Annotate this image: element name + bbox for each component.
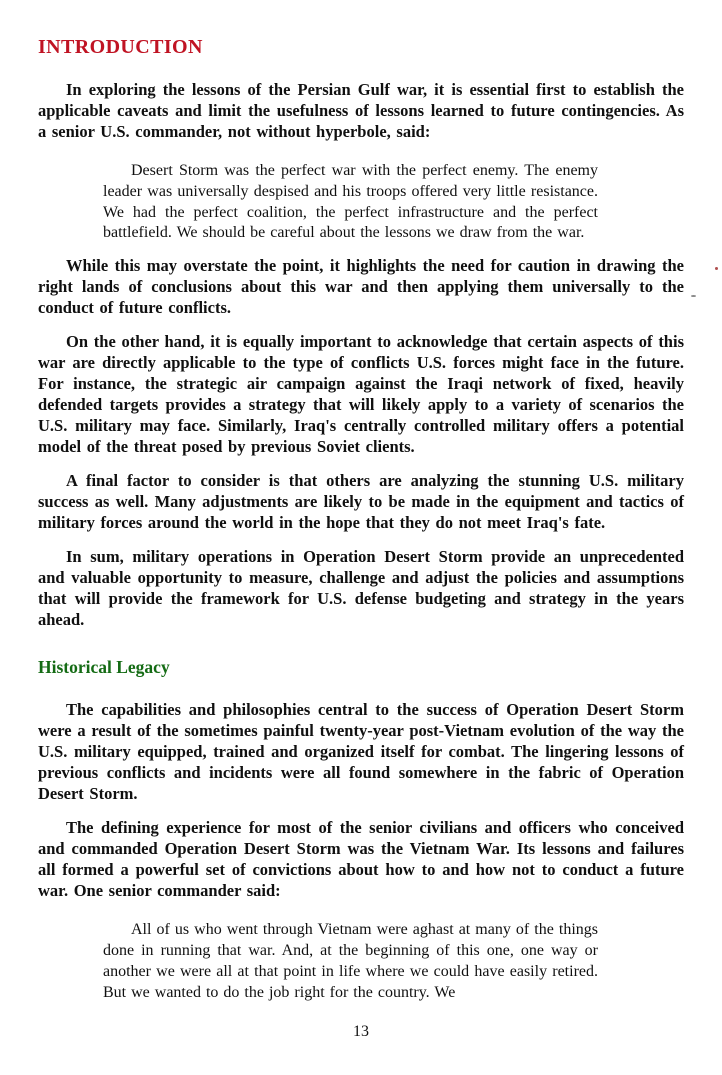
historical-legacy-paragraph-2: The defining experience for most of the senior civilians and officers who conceived and commanded Operation Desert Storm was the Vietnam War. Its lessons and failures all formed a powerful set of convictions about how to and how not to conduct a future war. One senior commander said: xyxy=(38,818,684,901)
historical-legacy-blockquote-vietnam: All of us who went through Vietnam were aghast at many of the things done in running that war. And, at the beginning of this one, one way or another we were all at that point in life where we could have easily retired. But we wanted to do the job right for the country. We xyxy=(103,921,598,1001)
section-heading-historical-legacy: Historical Legacy xyxy=(38,657,170,678)
page-number: 13 xyxy=(353,1023,369,1040)
historical-legacy-paragraph-1: The capabilities and philosophies central to the success of Operation Desert Storm were a result of the sometimes painful twenty-year post-Vietnam evolution of the way the U.S. military equipped, trained and organized itself for combat. The lingering lessons of previous conflicts and incidents were all found somewhere in the fabric of Operation Desert Storm. xyxy=(38,700,684,804)
intro-paragraph-2: While this may overstate the point, it highlights the need for caution in drawing the right lands of conclusions about this war and then applying them universally to the conduct of future conflicts. xyxy=(38,256,684,318)
section-heading-introduction: INTRODUCTION xyxy=(38,36,203,58)
intro-paragraph-1: In exploring the lessons of the Persian Gulf war, it is essential first to establish the applicable caveats and limit the usefulness of lessons learned to future contingencies. As a senior U.S. commander, not without hyperbole, said: xyxy=(38,80,684,141)
page-content xyxy=(38,36,684,1014)
intro-blockquote-desert-storm: Desert Storm was the perfect war with the perfect enemy. The enemy leader was universally despised and his troops offered very little resistance. We had the perfect coalition, the perfect infrastructure and the perfect battlefield. We should be careful about the lessons we draw from the war. xyxy=(103,162,598,242)
intro-paragraph-3: On the other hand, it is equally important to acknowledge that certain aspects of this war are directly applicable to the type of conflicts U.S. forces might face in the future. For instance, the strategic air campaign against the Iraqi network of fixed, heavily defended targets provides a strategy that will likely apply to a variety of scenarios the U.S. military may face. Similarly, Iraq's centrally controlled military offers a potential model of the threat posed by previous Soviet clients. xyxy=(38,332,684,457)
intro-paragraph-5: In sum, military operations in Operation Desert Storm provide an unprecedented and valuable opportunity to measure, challenge and adjust the policies and assumptions that will provide the framework for U.S. defense budgeting and strategy in the years ahead. xyxy=(38,547,684,630)
intro-paragraph-4: A final factor to consider is that others are analyzing the stunning U.S. military success as well. Many adjustments are likely to be made in the equipment and tactics of military forces around the world in the hope that they do not meet Iraq's fate. xyxy=(38,471,684,533)
scan-speck-artifact xyxy=(715,267,718,270)
scan-speck-artifact xyxy=(691,295,696,297)
